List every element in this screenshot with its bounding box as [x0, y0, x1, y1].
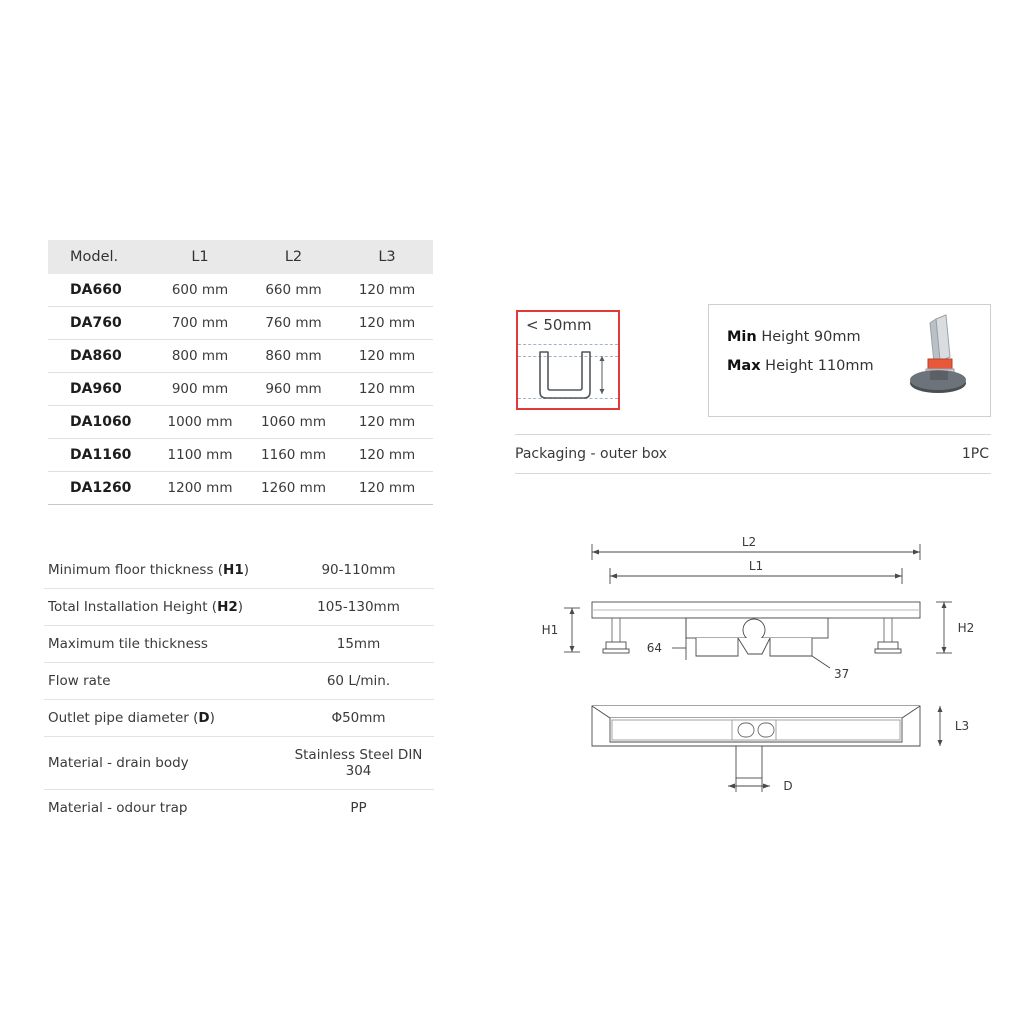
packaging-row: [515, 434, 991, 474]
cell-l1: 1000 mm: [154, 406, 246, 439]
min-value: Height 90mm: [756, 329, 861, 345]
dim-label-l1: L1: [748, 559, 764, 573]
spec-label-suffix: ): [243, 562, 250, 578]
adjustable-leg-icon: [892, 311, 982, 411]
spec-label: [44, 589, 283, 626]
dim-label-d: D: [783, 779, 793, 793]
models-table-body: [48, 274, 433, 505]
spec-row: [44, 589, 434, 626]
spec-label-text: Minimum floor thickness (: [48, 562, 224, 578]
cell-l1: 600 mm: [154, 274, 246, 307]
table-row: [48, 340, 433, 373]
spec-row: [44, 790, 434, 827]
spec-label-symbol: D: [198, 710, 210, 726]
cell-model: DA1060: [48, 406, 154, 439]
packaging-label: Packaging - outer box: [515, 446, 668, 462]
spec-value: Φ50mm: [283, 700, 434, 737]
dim-label-64: 64: [646, 641, 662, 655]
dim-label-37: 37: [834, 667, 850, 681]
cell-model: DA860: [48, 340, 154, 373]
spec-value: Stainless Steel DIN 304: [283, 737, 434, 790]
models-table: [48, 240, 433, 505]
spec-label: [44, 626, 283, 663]
table-row: [48, 373, 433, 406]
spec-label-text: Flow rate: [48, 673, 111, 689]
spec-value: PP: [350, 800, 367, 816]
spec-row: [44, 626, 434, 663]
cell-l2: 860 mm: [246, 340, 341, 373]
max-height-line: [727, 358, 874, 374]
table-row: [48, 472, 433, 505]
drawing-svg: [500, 520, 1000, 820]
spec-row: [44, 552, 434, 589]
table-row: [48, 274, 433, 307]
specifications-table-body: [44, 552, 434, 826]
cell-l2: 1160 mm: [246, 439, 341, 472]
spec-label: [44, 790, 283, 827]
cell-l1: 800 mm: [154, 340, 246, 373]
table-row: [48, 307, 433, 340]
cell-l1: 900 mm: [154, 373, 246, 406]
spec-label-text: Maximum tile thickness: [48, 636, 208, 652]
cell-l3: 120 mm: [341, 373, 433, 406]
spec-label: [44, 700, 283, 737]
spec-label-text: Total Installation Height (: [48, 599, 218, 615]
cell-model: DA1160: [48, 439, 154, 472]
cell-l2: 760 mm: [246, 307, 341, 340]
spec-label-suffix: ): [209, 710, 215, 726]
column-header-model: Model.: [48, 240, 154, 274]
cell-l3: 120 mm: [341, 307, 433, 340]
spec-label-symbol: H1: [223, 562, 244, 578]
cell-l3: 120 mm: [341, 340, 433, 373]
specifications-table: [44, 552, 434, 826]
cell-l1: 1200 mm: [154, 472, 246, 505]
spec-value: 15mm: [283, 626, 434, 663]
cell-l2: 1260 mm: [246, 472, 341, 505]
cell-model: DA960: [48, 373, 154, 406]
column-header-l1: L1: [154, 240, 246, 274]
spec-label: [44, 737, 283, 790]
cell-l3: 120 mm: [341, 274, 433, 307]
cell-model: DA660: [48, 274, 154, 307]
max-label: Max: [727, 358, 761, 374]
cell-l1: 700 mm: [154, 307, 246, 340]
spec-label-symbol: H2: [217, 599, 238, 615]
min-height-line: [727, 329, 861, 345]
spec-value: 105-130mm: [283, 589, 434, 626]
cell-model: DA1260: [48, 472, 154, 505]
cell-l3: 120 mm: [341, 472, 433, 505]
spec-label: [44, 552, 283, 589]
models-table-header: [48, 240, 433, 274]
spec-row: [44, 737, 434, 790]
spec-value: 60 L/min.: [283, 663, 434, 700]
installation-height-panel: [708, 304, 991, 417]
dim-label-h2: H2: [957, 621, 975, 635]
spec-row: [44, 663, 434, 700]
technical-drawing: [500, 520, 1000, 820]
spec-label-text: Material - odour trap: [48, 800, 188, 816]
table-row: [48, 439, 433, 472]
column-header-l3: L3: [341, 240, 433, 274]
max-depth-label: < 50mm: [526, 316, 592, 334]
spec-label-text: Material - drain body: [48, 755, 189, 771]
spec-label-suffix: ): [237, 599, 244, 615]
table-header-row: [48, 240, 433, 274]
cell-l2: 1060 mm: [246, 406, 341, 439]
spec-label: [44, 663, 283, 700]
column-header-l2: L2: [246, 240, 341, 274]
trap-profile-icon: [518, 312, 618, 408]
dim-label-l3: L3: [954, 719, 970, 733]
cell-l2: 660 mm: [246, 274, 341, 307]
dim-label-l2: L2: [741, 535, 757, 549]
packaging-value: 1PC: [961, 446, 989, 462]
min-label: Min: [727, 329, 757, 345]
max-value: Height 110mm: [760, 358, 874, 374]
max-depth-callout-box: [516, 310, 620, 410]
dim-label-h1: H1: [541, 623, 559, 637]
cell-l2: 960 mm: [246, 373, 341, 406]
spec-row: [44, 700, 434, 737]
cell-l1: 1100 mm: [154, 439, 246, 472]
cell-l3: 120 mm: [341, 406, 433, 439]
cell-model: DA760: [48, 307, 154, 340]
table-row: [48, 406, 433, 439]
spec-value: 90-110mm: [283, 552, 434, 589]
cell-l3: 120 mm: [341, 439, 433, 472]
spec-label-text: Outlet pipe diameter (: [48, 710, 199, 726]
